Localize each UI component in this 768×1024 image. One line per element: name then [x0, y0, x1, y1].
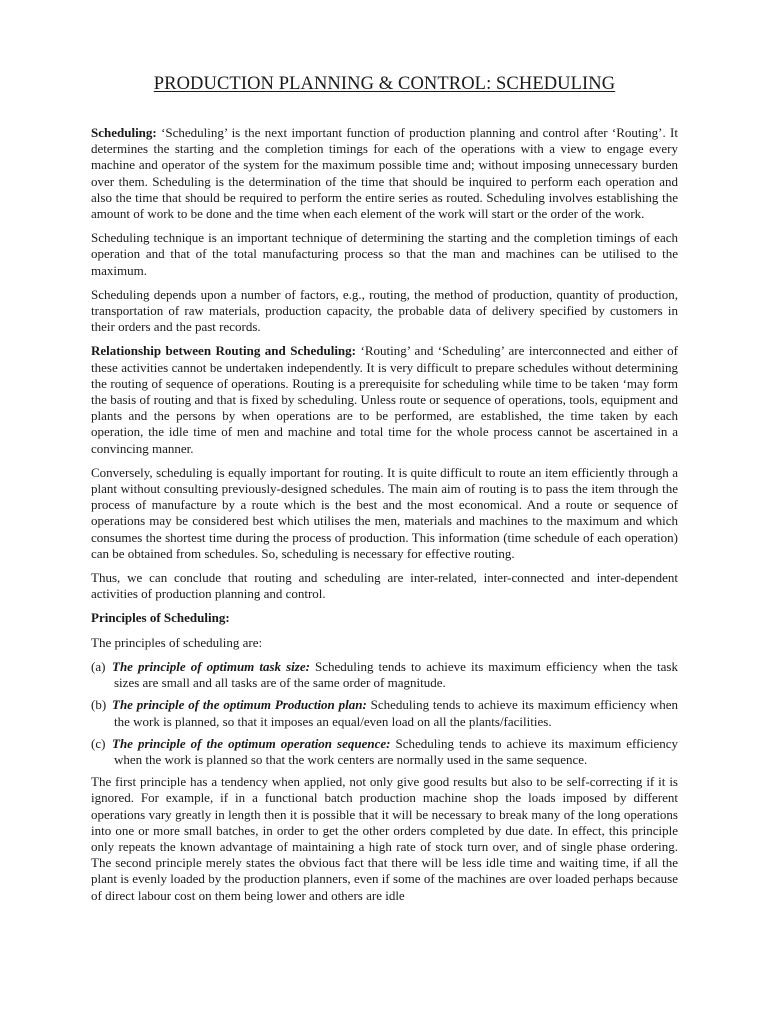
principles-intro: The principles of scheduling are: [91, 634, 263, 650]
principle-label: (a) [91, 658, 106, 674]
paragraph-first-principle: The first principle has a tendency when applied, not only give good results but also to be self-correcting if it is ignored. For example, if in a functional batch production machine shop the loads imposed by different operations vary greatly in length then it is possible that it will be necessary to break many of the long operations into one or more small batches, in order to get the other orders completed by due date. In effect, this principle only repeats the known advantage of maintaining a high rate of stock turn over, and of single phase ordering. The second principle merely states the obvious fact that there will be less idle time and waiting time, if all the plant is evenly loaded by the production planners, even if some of the machines are over loaded perhaps because of direct labour cost on them being lower and others are idle [91, 774, 678, 903]
principle-name: The principle of the optimum operation sequence: [112, 735, 391, 751]
section-heading-principles: Principles of Scheduling: [91, 610, 230, 626]
principle-text: Scheduling tends to achieve its maximum efficiency when the work is planned so that the work centers are normally used in the same sequence. [114, 735, 679, 767]
paragraph-scheduling-technique: Scheduling technique is an important technique of determining the starting and the completion timings of each operation and that of the total manufacturing process so that the man and machines can be utilised to the maximum. [91, 230, 678, 278]
paragraph-conclusion: Thus, we can conclude that routing and scheduling are inter-related, inter-connected and inter-dependent activities of production planning and control. [91, 570, 678, 602]
paragraph-conversely: Conversely, scheduling is equally important for routing. It is quite difficult to route an item efficiently through a plant without consulting previously-designed schedules. The main aim of routing is to pass the item through the process of manufacture by a route which is the best and the most economical. And a route or sequence of operations may be considered best which utilises the men, materials and machines to the maximum and which consumes the shortest time during the process of production. This information (time schedule of each operation) can be obtained from schedules. So, scheduling is necessary for effective routing. [91, 464, 678, 561]
page-title: PRODUCTION PLANNING & CONTROL: SCHEDULING [153, 74, 616, 94]
paragraph-scheduling-definition [91, 125, 678, 222]
paragraph-scheduling-factors: Scheduling depends upon a number of factors, e.g., routing, the method of production, quantity of production, transportation of raw materials, production capacity, the probable data of delivery specified by customers in their orders and the past records. [91, 286, 678, 335]
principle-text: Scheduling tends to achieve its maximum efficiency when the task sizes are small and all tasks are of the same order of magnitude. [114, 658, 678, 691]
principle-item-a [91, 659, 678, 691]
term-scheduling: Scheduling: [91, 125, 157, 140]
principle-item-c [91, 736, 678, 768]
principle-label: (b) [91, 697, 107, 713]
paragraph-routing-relationship [91, 343, 678, 456]
principle-text: Scheduling tends to achieve its maximum efficiency when the work is planned, so that it imposes an equal/even load on all the plants/facilities. [114, 697, 679, 729]
term-relationship: Relationship between Routing and Scheduling: [91, 343, 356, 359]
principle-name: The principle of the optimum Production plan: [112, 697, 367, 713]
principle-name: The principle of optimum task size: [112, 658, 310, 674]
principle-item-b [91, 697, 678, 729]
principle-label: (c) [91, 735, 106, 751]
paragraph-text: ‘Scheduling’ is the next important function of production planning and control after ‘Routing’. It determines the starting and the completion timings for each of the operations with a view to engage every machine and operator of the system for the maximum possible time and; without imposing unnecessary burden over them. Scheduling is the determination of the time that should be inquired to perform each operation and also the time that should be required to perform the entire series as routed. Scheduling involves establishing the amount of work to be done and the time when each element of the work will start or the order of the work. [91, 125, 678, 222]
paragraph-text: ‘Routing’ and ‘Scheduling’ are interconnected and either of these activities cannot be undertaken independently. It is very difficult to prepare schedules without determining the routing of sequence of operations. Routing is a prerequisite for scheduling while time to be taken ‘may form the basis of routing and that is fixed by scheduling. Unless route or sequence of operations, tools, equipment and plants and the persons by when operations are to be performed, are established, the time taken by each operation, the idle time of men and machine and total time for the whole process cannot be ascertained in a convincing manner. [91, 343, 678, 456]
